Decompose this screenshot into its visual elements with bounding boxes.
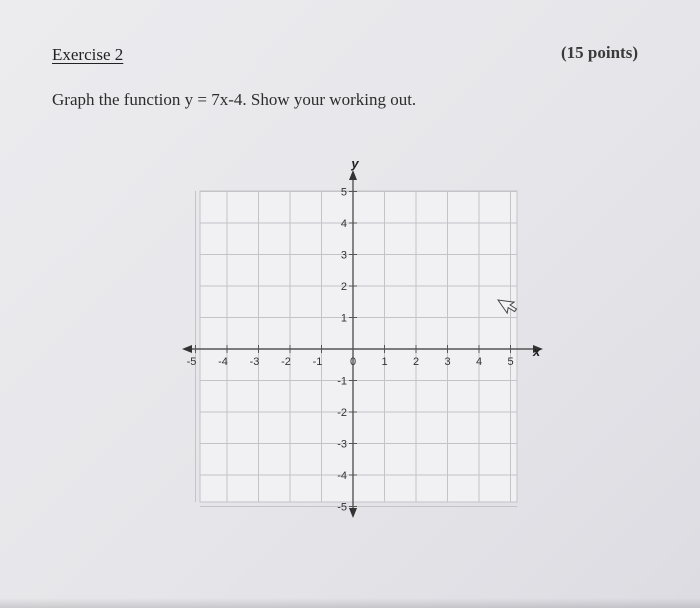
- x-tick-label: -3: [249, 356, 260, 368]
- y-tick-label: -3: [337, 438, 347, 451]
- y-tick-label: 1: [340, 312, 347, 325]
- instruction-text: Graph the function y = 7x-4. Show your working out.: [52, 90, 417, 109]
- y-tick-label: -5: [337, 501, 347, 514]
- x-axis-label: x: [533, 344, 541, 359]
- x-axis-arrow-left: [182, 345, 192, 353]
- y-tick-label: -2: [337, 407, 347, 419]
- exercise-title: Exercise 2: [52, 45, 124, 64]
- y-tick-label: 5: [340, 186, 347, 199]
- paper-shadow: [0, 598, 700, 608]
- y-tick-label: 2: [340, 281, 347, 293]
- y-tick-label: 4: [340, 218, 347, 230]
- x-tick-label: 0: [349, 356, 357, 368]
- points-label: (15 points): [561, 43, 638, 62]
- x-tick-label: -2: [281, 356, 291, 368]
- y-axis-arrow: [349, 170, 357, 180]
- x-tick-label: 2: [412, 356, 420, 368]
- x-tick-label: 5: [507, 356, 514, 368]
- grid-border: [200, 191, 517, 502]
- x-tick-label: 3: [444, 356, 451, 368]
- x-tick-label: -1: [312, 356, 323, 368]
- y-axis-label: y: [351, 156, 359, 171]
- x-tick-label: -5: [186, 356, 197, 368]
- x-tick-label: -4: [218, 356, 228, 368]
- x-tick-label: 4: [475, 356, 483, 368]
- y-tick-label: -1: [337, 375, 347, 388]
- x-tick-label: 1: [381, 356, 388, 368]
- y-tick-label: -4: [337, 470, 347, 482]
- y-axis-arrow-down: [349, 508, 357, 518]
- y-tick-label: 3: [340, 249, 347, 262]
